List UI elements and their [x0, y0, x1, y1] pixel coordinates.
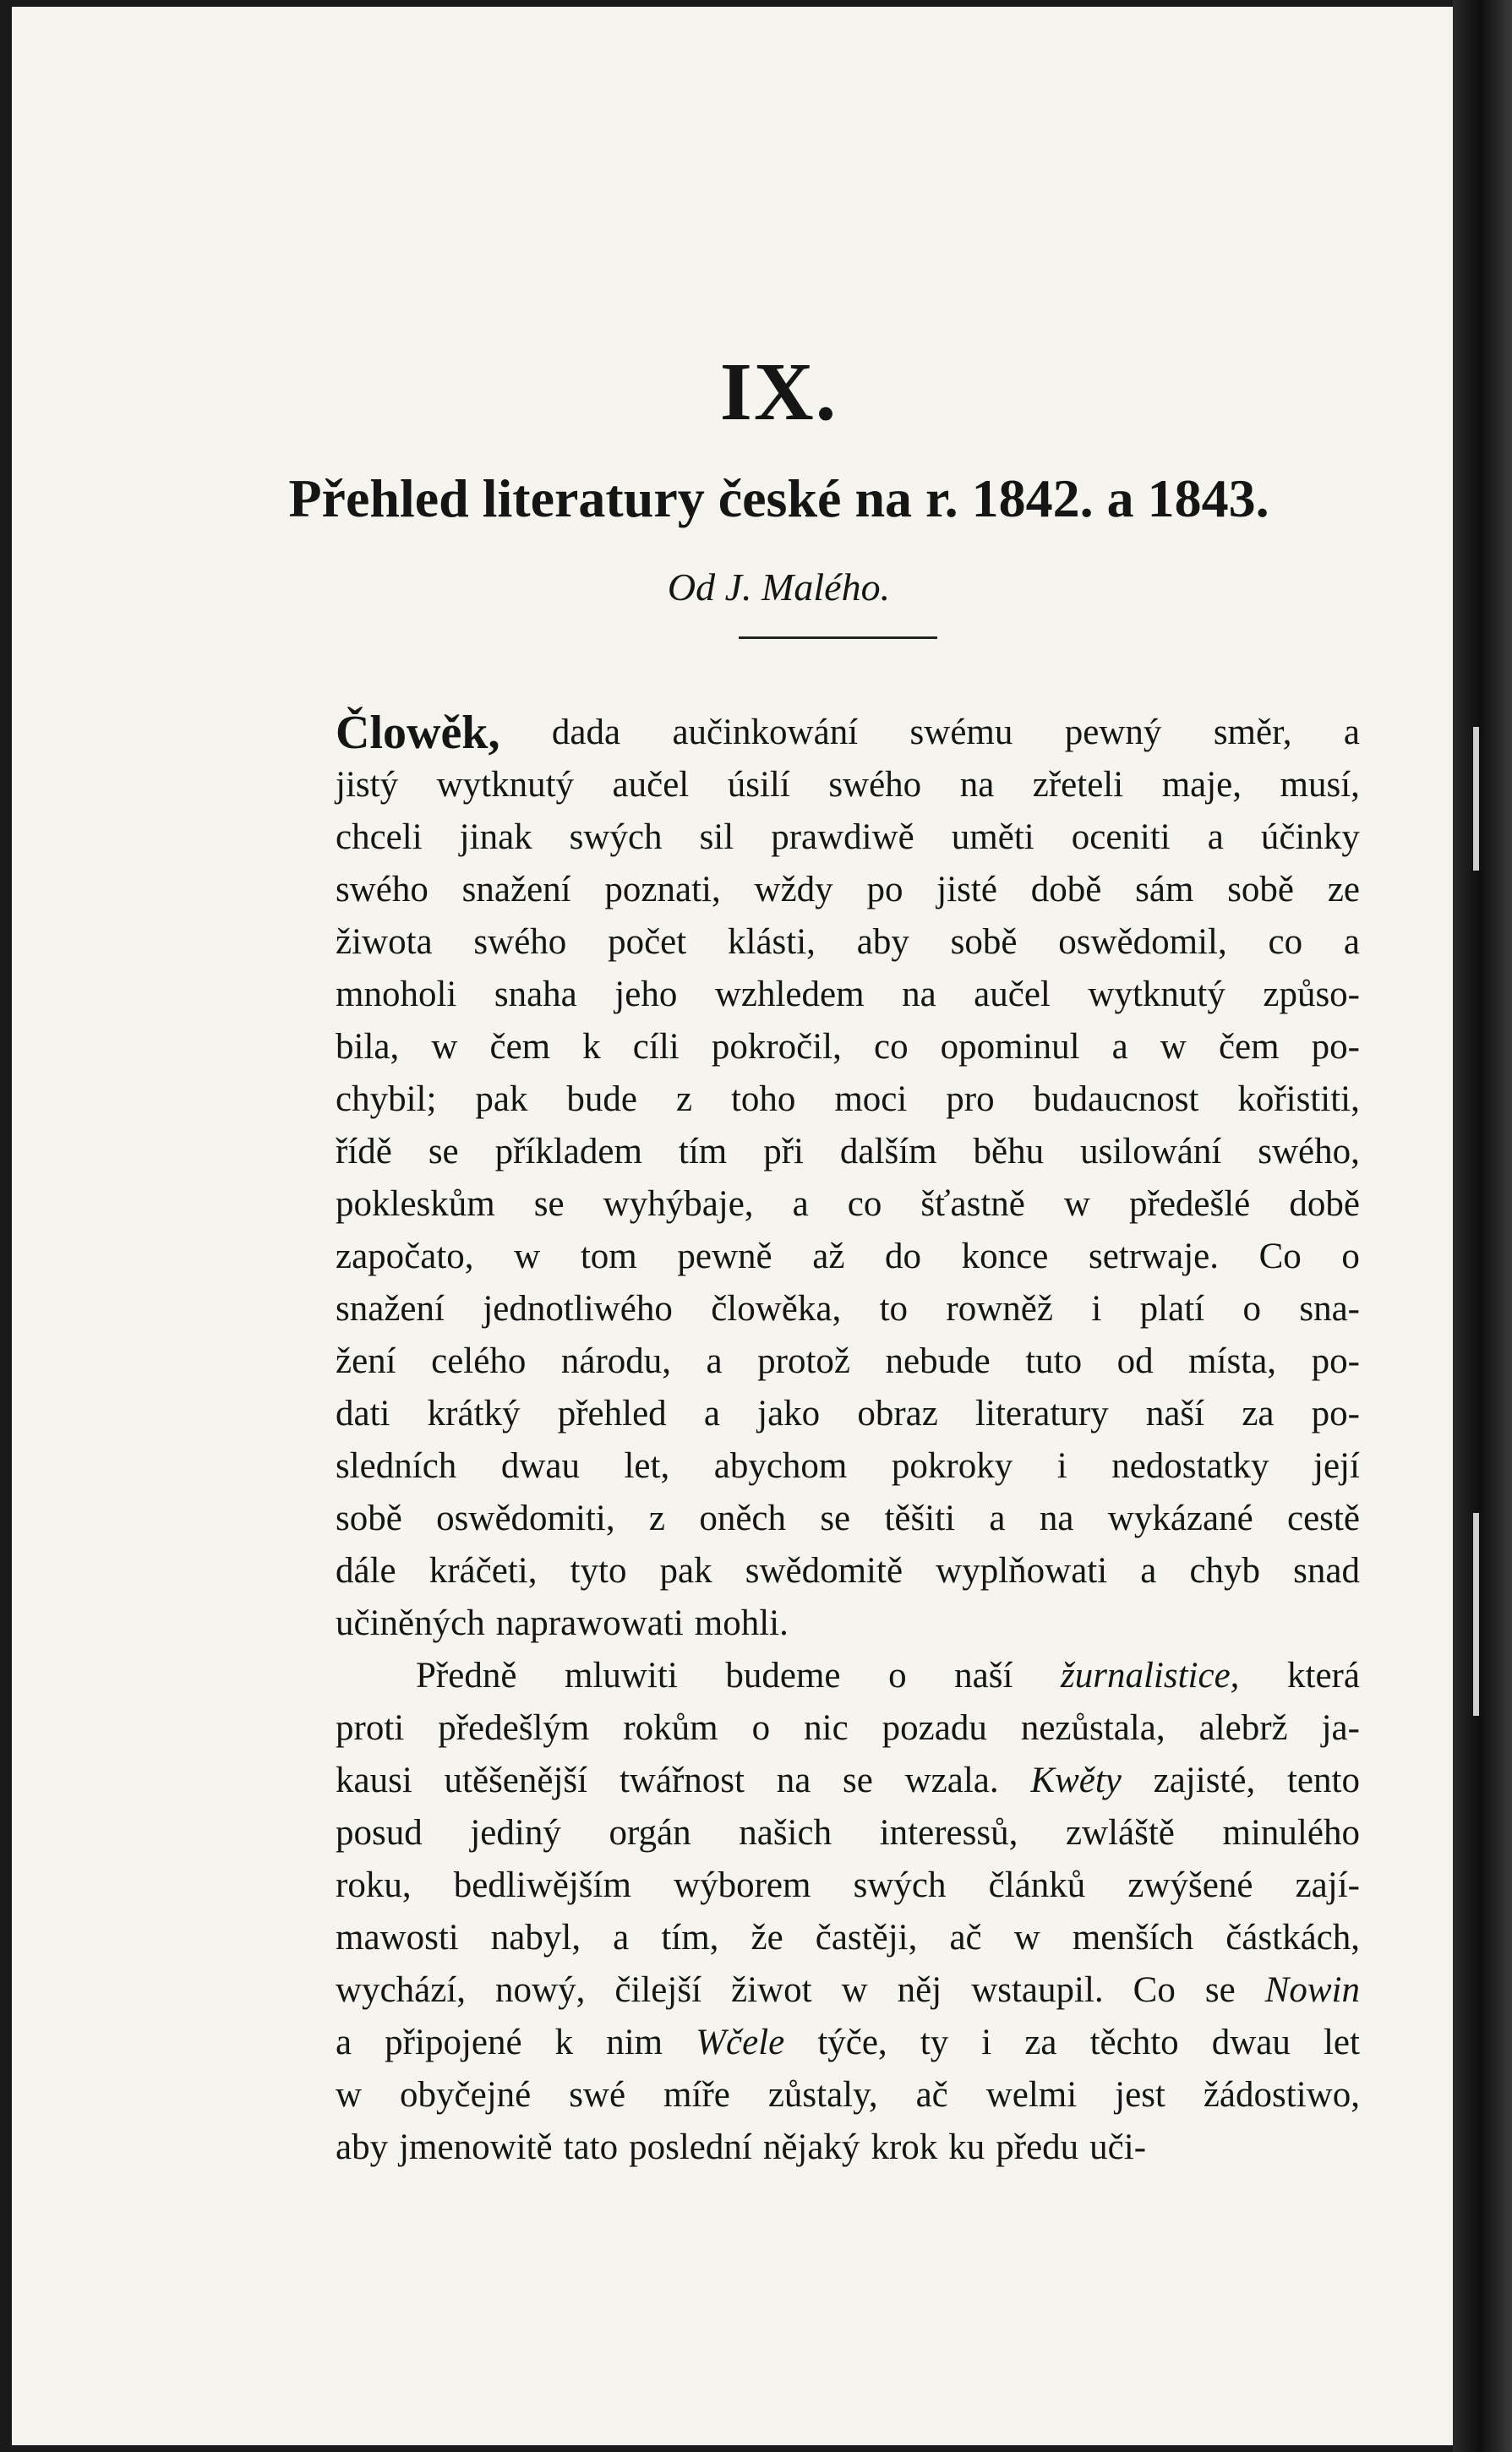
text-line: wychází, nowý, čilejší žiwot w něj wstaupil. Co se Nowin: [336, 1970, 1360, 2010]
body-text: [336, 707, 1360, 2174]
book-page: [12, 7, 1453, 2445]
text-line: mnoholi snaha jeho wzhledem na aučel wytknutý způso-: [336, 975, 1360, 1014]
facing-page-edge: [1453, 0, 1512, 2452]
text-line: roku, bedliwějším wýborem swých článků zwýšené zají-: [336, 1865, 1360, 1905]
text-line: Člowěk, dada aučinkowání swému pewný směr, a: [336, 707, 1360, 759]
text-line: a připojené k nim Wčele týče, ty i za těchto dwau let: [336, 2023, 1360, 2062]
text-line: žiwota swého počet klásti, aby sobě oswědomil, co a: [336, 922, 1360, 962]
text-line: započato, w tom pewně až do konce setrwaje. Co o: [336, 1237, 1360, 1276]
edge-mark: [1473, 1513, 1479, 1716]
text-line: w obyčejné swé míře zůstaly, ač welmi jest žádostiwo,: [336, 2075, 1360, 2115]
text-line: aby jmenowitě tato poslední nějaký krok ku předu uči-: [336, 2127, 1147, 2167]
text-line: chybil; pak bude z toho moci pro budaucnost kořistiti,: [336, 1079, 1360, 1119]
chapter-number: IX.: [719, 347, 838, 438]
text-line: posud jediný orgán našich interessů, zwláště minulého: [336, 1813, 1360, 1853]
text-line: dati krátký přehled a jako obraz literatury naší za po-: [336, 1394, 1360, 1434]
text-line: swého snažení poznati, wždy po jisté době sám sobě ze: [336, 870, 1360, 909]
text-line: Předně mluwiti budeme o naší žurnalistice, která: [416, 1656, 1360, 1696]
text-line: řídě se příkladem tím při dalším běhu usilowání swého,: [336, 1132, 1360, 1171]
text-line: dále kráčeti, tyto pak swědomitě wyplňowati a chyb snad: [336, 1551, 1360, 1591]
text-line: sobě oswědomiti, z oněch se těšiti a na wykázané cestě: [336, 1499, 1360, 1538]
text-line: mawosti nabyl, a tím, že častěji, ač w menších částkách,: [336, 1918, 1360, 1958]
text-line: kausi utěšenější twářnost na se wzala. Kwěty zajisté, tento: [336, 1761, 1360, 1800]
text-line: proti předešlým rokům o nic pozadu nezůstala, alebrž ja-: [336, 1708, 1360, 1748]
text-line: chceli jinak swých sil prawdiwě uměti oceniti a účinky: [336, 817, 1360, 857]
title-rule: [739, 636, 937, 639]
edge-mark: [1473, 727, 1479, 871]
text-line: pokleskům se wyhýbaje, a co šťastně w předešlé době: [336, 1184, 1360, 1224]
text-line: jistý wytknutý aučel úsilí swého na zřeteli maje, musí,: [336, 765, 1360, 805]
chapter-title: Přehled literatury české na r. 1842. a 1843.: [288, 468, 1269, 528]
text-line: učiněných naprawowati mohli.: [336, 1603, 789, 1643]
text-line: sledních dwau let, abychom pokroky i nedostatky její: [336, 1446, 1360, 1486]
text-line: bila, w čem k cíli pokročil, co opominul a w čem po-: [336, 1027, 1360, 1067]
author-line: Od J. Malého.: [667, 565, 891, 609]
text-line: žení celého národu, a protož nebude tuto od místa, po-: [336, 1341, 1360, 1381]
text-line: snažení jednotliwého člowěka, to rowněž i platí o sna-: [336, 1289, 1360, 1329]
